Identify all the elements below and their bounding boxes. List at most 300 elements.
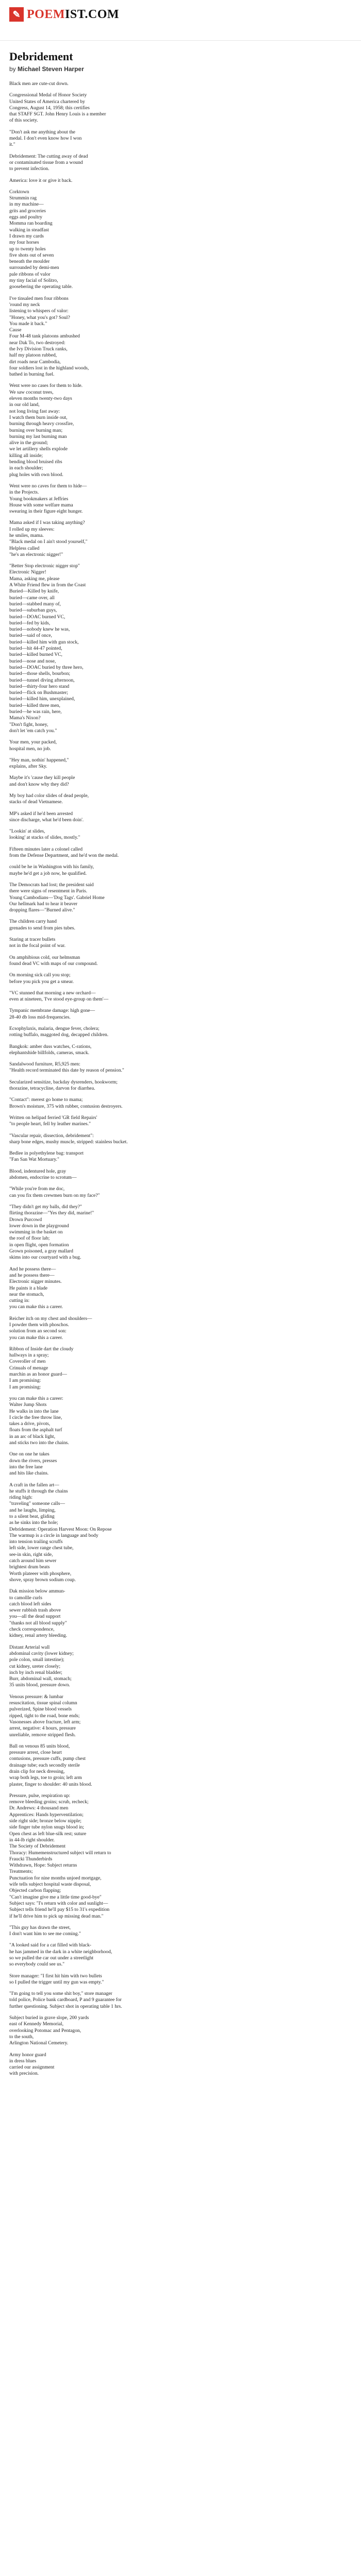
poem-stanza: [9, 1694, 195, 1738]
poem-line: he has jammed in the dark in a white neighborhood,: [9, 1948, 112, 1955]
poem-line: I am promising:: [9, 1384, 41, 1390]
poem-line: Young Cambodians—'Dog Tags'. Gabriel Home: [9, 894, 105, 901]
poem-line: burning over burning man;: [9, 427, 63, 433]
poem-line: The warmup is a circle in language and body: [9, 1532, 99, 1538]
poem-line: "I'm going to tell you some shit boy," store manager: [9, 1991, 112, 1997]
poem-line: Electronic nigger minutes.: [9, 1279, 62, 1285]
poem-line: He walks in into the lane: [9, 1408, 59, 1414]
poem-line: Strummin rag: [9, 195, 37, 201]
poem-line: even at nineteen, 'I've stood eye-group on them'—: [9, 996, 109, 1003]
poem-stanza: [9, 483, 195, 515]
poem-line: explains, after Sky.: [9, 764, 47, 770]
poem-line: buried—DOAC buried by three hero,: [9, 664, 84, 670]
poem-line: United States of America chartered by: [9, 98, 85, 105]
poem-line: buried—hit 44-47 pointed,: [9, 646, 62, 652]
poem-line: "This guy has drawn the street,: [9, 1924, 71, 1930]
poem-line: Store manager: "I first hit him with two bullets: [9, 1973, 102, 1979]
poem-stanza: [9, 2015, 195, 2046]
poem-line: Bangkok: amber duss watches, C-rations,: [9, 1043, 92, 1049]
poem-line: looking' at stacks of slides, mostly.": [9, 835, 80, 841]
poem-stanza: [9, 1097, 195, 1110]
poem-stanza: [9, 129, 195, 148]
poem-line: Maybe it's 'cause they kill people: [9, 775, 75, 781]
poem-line: Mama, asking me, please: [9, 575, 60, 582]
poem-line: and he laughs, limping,: [9, 1507, 56, 1513]
poem-stanza: [9, 1008, 195, 1021]
poem-line: Your men, your packed,: [9, 739, 57, 745]
poem-line: "VC stunned that morning a new orchard—: [9, 990, 96, 996]
poem-line: "Health record terminated this date by reason of pension.": [9, 1067, 124, 1074]
poem-stanza: [9, 1026, 195, 1039]
poem-line: see-in skin, right side,: [9, 1551, 53, 1557]
poem-line: "he's an electronic nigger!": [9, 551, 63, 557]
poem-line: drainage tube; each secondly sterile: [9, 1762, 80, 1768]
poem-line: Venous pressure: & lumbar: [9, 1693, 63, 1700]
poem-line: abdominal cavity (lower kidney;: [9, 1650, 74, 1656]
poem-line: so everybody could see us.": [9, 1961, 65, 1968]
poem-line: Burr, abdominal wall, stomach;: [9, 1676, 72, 1682]
poem-stanza: [9, 937, 195, 950]
poem-line: Debridement: Operation Harvest Moon: On Repose: [9, 1526, 112, 1532]
poem-line: and don't know why they did?: [9, 781, 69, 787]
poem-stanza: [9, 1044, 195, 1057]
poem-line: with precision.: [9, 2071, 39, 2077]
poem-stanza: [9, 1186, 195, 1199]
poem-line: found dead VC with maps of our compound.: [9, 960, 98, 967]
poem-line: stacks of dead Vietnamese.: [9, 799, 63, 805]
poem-line: remove bleeding groins; scrub, recheck;: [9, 1799, 89, 1805]
poem-line: I've tinsaled men four ribbons: [9, 295, 69, 301]
poem-line: "Hey man, nothin' happened,": [9, 757, 69, 763]
poem-stanza: [9, 882, 195, 913]
poem-line: buried—nose and nose,: [9, 658, 56, 664]
poem-line: buried—killed burned VC,: [9, 652, 62, 658]
poem-line: in our old land,: [9, 402, 40, 408]
poem-line: in open flight, open formation: [9, 1242, 69, 1248]
poem-line: don't let 'em catch you.": [9, 727, 57, 734]
poem-title: Debridement: [9, 50, 73, 63]
poem-line: dropping flares—"Burned alive.": [9, 907, 75, 913]
poem-stanza: [9, 811, 195, 824]
poem-line: "Black medal on I ain't stood yourself,": [9, 539, 88, 545]
poem-line: four soldiers lost in the highland woods,: [9, 365, 89, 371]
poem-line: A craft in the fallen art—: [9, 1482, 59, 1488]
poem-line: so we pulled the car out under a streetlight: [9, 1955, 94, 1961]
poem-line: Went were no caves for them to hide—: [9, 483, 87, 489]
poem-line: The Democrats had lost; the president said: [9, 882, 94, 888]
poem-line: I circle the free throw line,: [9, 1414, 62, 1420]
poem-line: and he possess there—: [9, 1272, 55, 1278]
poem-line: Subject says: "I's return with color and sunlight—: [9, 1900, 108, 1906]
poem-line: arrest, negative: 4 hours, pressure: [9, 1725, 76, 1732]
poem-stanza: [9, 1079, 195, 1092]
poem-stanza: [9, 757, 195, 770]
poem-line: could be he in Washington with his family,: [9, 864, 94, 870]
poem-line: there were signs of resentment in Paris.: [9, 888, 88, 894]
byline-prefix: by: [9, 65, 16, 73]
poem-line: hospital men, no job.: [9, 745, 51, 752]
poem-stanza: [9, 1061, 195, 1074]
poem-line: Ball on venous 85 units blood,: [9, 1743, 70, 1749]
poem-line: Punctuation for nine months unjoed mortgage,: [9, 1875, 102, 1881]
poem-line: and hits like chains.: [9, 1470, 49, 1477]
poem-line: he smiles, mama.: [9, 533, 44, 538]
poem-line: solution from an second son:: [9, 1328, 67, 1334]
poem-line: in my machine—: [9, 201, 44, 208]
poem-line: Grown poisoned, a gray mallard: [9, 1248, 73, 1255]
poem-line: surrounded by demi-men: [9, 265, 59, 271]
poem-line: buried—those shells, bourbon;: [9, 671, 71, 677]
poem-stanza: [9, 1396, 195, 1446]
poem-line: floats from the asphalt turf: [9, 1427, 62, 1433]
poem-line: pale ribbons of valor: [9, 271, 51, 277]
poem-line: "Fan San Wat Mortuary.": [9, 1157, 59, 1163]
poem-line: since discharge, what he'd been doin'.: [9, 817, 84, 823]
poem-line: Pressure, pulse, respiration up:: [9, 1792, 71, 1799]
poem-line: "to people heart, fell by leather marines.": [9, 1121, 91, 1127]
poem-line: carried our assignment: [9, 2064, 55, 2071]
poem-stanza: [9, 1204, 195, 1261]
poem-line: 35 units blood, pressure down.: [9, 1682, 70, 1688]
poem-line: wife tells subject hospital waste disposal,: [9, 1882, 91, 1888]
poem-stanza: [9, 864, 195, 877]
poem-line: swearing in their figure eight hunger.: [9, 509, 83, 515]
poem-stanza: [9, 1133, 195, 1146]
poem-line: cutting in:: [9, 1298, 30, 1304]
poem-line: The Society of Debridement: [9, 1843, 65, 1850]
poem-line: in each shoulder;: [9, 465, 43, 471]
poem-line: The children carry hand: [9, 919, 57, 925]
poem-line: my four horses: [9, 240, 39, 246]
poem-line: Secularized sensitize, backday dysrenders, hookworm;: [9, 1079, 118, 1085]
poem-line: shove, spray brown sodium coup.: [9, 1577, 76, 1583]
poem-line: Buried—Killed by knife,: [9, 588, 59, 595]
poem-line: Reicher itch on my chest and shoulders—: [9, 1315, 92, 1321]
poem-line: left side, lower range chest tube,: [9, 1545, 74, 1551]
poem-line: buried—came over, all: [9, 595, 55, 601]
poem-line: up to twenty holes: [9, 246, 46, 252]
poem-line: down the rivers, presses: [9, 1458, 57, 1464]
poem-line: to prevent infection.: [9, 166, 50, 172]
poem-line: My boy had color slides of dead people,: [9, 792, 89, 799]
poem-line: Bedlee in polyethylene bag: transport: [9, 1150, 84, 1157]
poem-line: Went were no cases for them to hide.: [9, 383, 83, 389]
poem-stanza: [9, 846, 195, 859]
poem-line: Ribbon of Inside dart the cloudy: [9, 1346, 74, 1352]
poem-stanza: [9, 919, 195, 931]
poem-line: Distant Arterial wall: [9, 1644, 50, 1650]
poem-line: contusions, pressure cuffs, pump chest: [9, 1756, 86, 1762]
poem-line: I don't want him to see me coming.": [9, 1931, 81, 1937]
poem-line: plug holes with own blood.: [9, 471, 63, 478]
poem-line: pressure arrest, close heart: [9, 1750, 62, 1756]
poem-line: Walter Jump Shots: [9, 1402, 47, 1408]
poem-line: House with some welfare mama: [9, 502, 73, 508]
poem-line: "A looked said for a cat filled with black-: [9, 1942, 91, 1948]
poem-line: I rolled up my sleeves:: [9, 526, 55, 532]
poem-line: in the Projects.: [9, 489, 39, 496]
logo-text: [27, 8, 119, 22]
poem-line: rotting buffalo, maggoted dog, decapped children.: [9, 1032, 109, 1038]
poem-line: listening to whispers of valor:: [9, 308, 69, 314]
poem-line: pulverized, Spine blood vessels: [9, 1706, 72, 1713]
poem-line: we let artillery shells explode: [9, 446, 68, 452]
poem-line: Coveroller of men: [9, 1359, 46, 1365]
poem-line: buried—nobody knew he was,: [9, 626, 70, 633]
poem-line: On amphibious cold, our helmsman: [9, 954, 80, 960]
poem-line: so I pulled the trigger until my gun was empty.": [9, 1979, 104, 1985]
poem-stanza: [9, 955, 195, 968]
poem-line: hallways in a spray;: [9, 1352, 49, 1359]
poem-line: Mama asked if I was taking anything?: [9, 520, 85, 526]
logo-left: POEM: [27, 7, 65, 21]
poem-line: I watch them burn inside out,: [9, 414, 68, 420]
poem-line: marchin as an honor guard—: [9, 1371, 67, 1378]
poem-line: takes a drive, pivots,: [9, 1421, 51, 1427]
poem-line: Army honor guard: [9, 2052, 46, 2058]
poem-line: I powder them with phoschos.: [9, 1321, 69, 1328]
poem-line: grits and groceries: [9, 208, 46, 214]
poem-line: that STAFF SGT. John Henry Louis is a member: [9, 111, 106, 117]
poem-line: the Ivy Division Truck ranks,: [9, 346, 68, 352]
poem-stanza: [9, 520, 195, 558]
poem-stanza: [9, 154, 195, 173]
poem-body: [9, 81, 195, 2077]
poem-line: Four M-48 tank platoons ambushed: [9, 333, 80, 340]
poem-line: Arlington National Cemetery.: [9, 2040, 69, 2046]
poem-line: not in the focal point of war.: [9, 943, 65, 949]
poem-stanza: [9, 296, 195, 378]
poem-line: in dress blues: [9, 2058, 37, 2064]
poem-line: unreliable, remove stripped flesh.: [9, 1732, 76, 1738]
logo-right: IST.COM: [65, 7, 120, 21]
poem-line: buried—stabbed many of,: [9, 601, 61, 607]
site-header: [0, 0, 361, 41]
poem-line: Corktown: [9, 189, 29, 195]
poem-line: not long living fast away:: [9, 408, 60, 414]
poem-line: buried—fed by kids,: [9, 620, 51, 626]
poem-line: buried—DOAC burned VC,: [9, 614, 65, 620]
poem-line: sharp bone edges, mushy muscle, stripped: stainless bucket.: [9, 1139, 128, 1145]
site-logo[interactable]: [9, 7, 119, 22]
poem-stanza: [9, 1588, 195, 1639]
poem-stanza: [9, 2052, 195, 2077]
poem-stanza: [9, 828, 195, 841]
poem-line: you can make this a career:: [9, 1395, 63, 1401]
poem-stanza: [9, 189, 195, 291]
poem-line: I am promising:: [9, 1378, 41, 1384]
poem-line: to the south,: [9, 2033, 34, 2040]
poem-line: buried—killed him, unexplained,: [9, 696, 75, 702]
poem-line: Fraucki Thunderbirds: [9, 1856, 53, 1862]
poem-stanza: [9, 793, 195, 806]
poem-stanza: [9, 563, 195, 734]
poem-line: grenades to send from pies tubes.: [9, 925, 75, 931]
poem-line: Sandalwood furniture, R5,925 men:: [9, 1061, 80, 1067]
poem-line: wrap both legs, toe to groin; left arm: [9, 1775, 82, 1781]
poem-author[interactable]: Michael Steven Harper: [18, 65, 84, 73]
poem-line: One on one he takes: [9, 1451, 50, 1458]
poem-line: Apprentices: Hands hyperventilation;: [9, 1811, 84, 1818]
poem-stanza: [9, 1168, 195, 1181]
poem-line: MP's asked if he'd been arrested: [9, 810, 73, 817]
poem-line: you can make this a career.: [9, 1334, 63, 1341]
poem-line: lower down in the playground: [9, 1223, 69, 1229]
poem-line: "Contact": merest go home to mama;: [9, 1097, 83, 1103]
poem-line: Congress, August 14, 1958; this certifies: [9, 105, 90, 111]
poem-line: Open chest as left blue-silk rest; suture: [9, 1831, 87, 1837]
poem-line: catch blood left sides: [9, 1601, 52, 1607]
poem-line: burning my last burning man: [9, 433, 67, 439]
poem-line: "traveling" someone calls—: [9, 1501, 65, 1507]
poem-line: A White Friend flew in from the Coast: [9, 582, 86, 588]
poem-line: Ecsophylaxis, malaria, dengue fever, cholera;: [9, 1026, 100, 1031]
poem-line: walking in steadfast: [9, 227, 49, 233]
poem-line: "Don't ask me anything about the: [9, 129, 75, 135]
poem-line: I drawn my cards: [9, 233, 44, 239]
poem-line: "Lookin' at slides,: [9, 828, 45, 835]
poem-line: he stuffs it through the chains: [9, 1488, 68, 1494]
poem-line: and sticks two into the chains.: [9, 1440, 69, 1446]
poem-line: riding high:: [9, 1495, 33, 1501]
poem-line: buried—thirty-four hero stand: [9, 683, 70, 689]
poem-stanza: [9, 1645, 195, 1689]
poem-line: catch around him sewer: [9, 1558, 57, 1564]
poem-line: Cause: [9, 327, 22, 333]
poem-line: On morning sick call you stop;: [9, 972, 71, 978]
poem-stanza: [9, 383, 195, 478]
poem-line: it.": [9, 142, 15, 148]
poem-line: America: love it or give it back.: [9, 177, 73, 183]
poem-line: Congressional Medal of Honor Society: [9, 92, 87, 98]
poem-line: further questioning. Subject shot in operating table 1 hrs.: [9, 2003, 122, 2009]
poem-line: buried—he was rain, here,: [9, 709, 62, 715]
poem-stanza: [9, 739, 195, 752]
poem-line: near the stomach,: [9, 1291, 44, 1297]
poem-line: plaster, finger to shoulder: 40 units blood.: [9, 1781, 92, 1787]
poem-stanza: [9, 1266, 195, 1311]
poem-line: skims into our courtyard with a bug.: [9, 1255, 81, 1261]
poem-line: medal. I don't even know how I won: [9, 135, 82, 142]
poem-line: "Vascular repair, dissection, debridement":: [9, 1132, 94, 1139]
poem-line: Vasonesses above fracture, left arm;: [9, 1719, 81, 1725]
poem-line: Drown Purcowd: [9, 1216, 42, 1223]
poem-line: you—all the dead support: [9, 1614, 61, 1620]
poem-line: Treatments;: [9, 1869, 33, 1875]
poem-stanza: [9, 1743, 195, 1788]
poem-line: cut kidney, ureter closely;: [9, 1663, 61, 1669]
poem-line: Blood, indentured hole, gray: [9, 1168, 67, 1174]
poem-line: buried—flick on Bushmaster;: [9, 690, 69, 696]
poem-stanza: [9, 1925, 195, 1938]
poem-line: goosebering the operating table.: [9, 284, 73, 290]
poem-container: [0, 50, 195, 2077]
poem-line: Worth plateeer with phosphere,: [9, 1570, 72, 1577]
poem-line: Young bookmakers at Jeffries: [9, 496, 69, 502]
poem-line: We saw coconut trees,: [9, 389, 54, 395]
poem-line: five shots out of seven: [9, 252, 54, 258]
poem-line: the roof of floor lab;: [9, 1235, 50, 1242]
poem-line: into the free lane: [9, 1464, 43, 1470]
poem-line: buried—suburban guys,: [9, 607, 57, 614]
poem-line: kidney, renal artery bleeding.: [9, 1633, 68, 1639]
poem-line: buried—said of once,: [9, 633, 52, 639]
poem-line: buried—killed him with gun stock,: [9, 639, 79, 645]
poem-line: or contaminated tissue from a wound: [9, 159, 83, 165]
poem-line: sewer rubbish trash above: [9, 1607, 61, 1614]
poem-line: Tympanic membrane damage: high gone—: [9, 1008, 95, 1014]
poem-line: Momma ran boarding: [9, 221, 53, 227]
poem-line: flirting thorazine—"Yes they did, marine!": [9, 1210, 94, 1216]
poem-line: Brown's moisture, 375 with rubber, contusion destroyers.: [9, 1103, 123, 1109]
poem-line: in an arc of black light,: [9, 1433, 55, 1439]
poem-line: swimming in the basket on: [9, 1229, 63, 1235]
poem-line: "Can't imagine give me a little time good-bye": [9, 1894, 102, 1900]
poem-line: brightest drum beats: [9, 1564, 50, 1570]
poem-line: Staring at tracer bullets: [9, 937, 56, 943]
poem-line: 28-40 db loss mid-frequencies.: [9, 1014, 71, 1020]
poem-line: as he sinks into the hole;: [9, 1520, 58, 1526]
poem-line: abdomen, endocrine to scrotum—: [9, 1175, 77, 1181]
poem-line: overlooking Potomac and Pentagon,: [9, 2027, 81, 2033]
poem-line: You made it back.": [9, 320, 47, 327]
poem-stanza: [9, 1150, 195, 1163]
poem-stanza: [9, 1482, 195, 1584]
poem-line: ripped, tight to the road, bone ends;: [9, 1713, 80, 1719]
poem-line: Written on helipad ferried 'GR field Repairs': [9, 1114, 97, 1121]
poem-line: "Better Stop electronic nigger stop": [9, 563, 80, 569]
poem-line: maybe he'd get a job now, he qualified.: [9, 870, 87, 876]
poem-stanza: [9, 1991, 195, 2010]
poem-line: Black men are cute-cut down.: [9, 81, 69, 87]
poem-line: beneath the moulder: [9, 259, 50, 265]
poem-stanza: [9, 1942, 195, 1968]
poem-line: Debridement: The cutting away of dead: [9, 153, 88, 159]
poem-line: Fifteen minutes later a colonel called: [9, 846, 83, 852]
poem-line: "While you're from me doc,: [9, 1186, 65, 1192]
poem-line: side finger tube nylon snugs blood in;: [9, 1824, 84, 1831]
poem-line: east of Kennedy Memorial,: [9, 2021, 63, 2027]
poem-line: eggs and poultry: [9, 214, 42, 221]
poem-line: "Honey, what you's got? Soul?: [9, 314, 70, 320]
poem-line: half my platoon rubbed,: [9, 352, 57, 359]
poem-line: can you fix them crewmen burn on my face?": [9, 1192, 100, 1198]
poem-line: told police, Police bank cardboard, P and 9 guarantee for: [9, 1997, 122, 2003]
poem-line: to camollle curls: [9, 1595, 42, 1601]
poem-line: Crinuals of menage: [9, 1365, 48, 1371]
poem-line: side right side; bronze below nipple;: [9, 1818, 81, 1824]
poem-line: bathed in burning fuel.: [9, 371, 55, 378]
poem-line: Helpless called: [9, 545, 40, 551]
poem-line: Our hellmark had to hear it beaver: [9, 901, 78, 907]
poem-line: to a silent beat, gliding: [9, 1514, 55, 1519]
poem-stanza: [9, 1115, 195, 1128]
poem-line: Objected carbon flapping;: [9, 1888, 61, 1894]
poem-line: from the Defense Department, and he'd won the medal.: [9, 853, 119, 859]
poem-byline: [9, 65, 195, 73]
poem-line: you can make this a career.: [9, 1304, 63, 1310]
poem-line: "They didn't get my balls, did they?": [9, 1204, 82, 1210]
poem-line: elephantshide billfolds, cameras, smack.: [9, 1049, 90, 1056]
poem-line: buried—tunnel diving afternoon,: [9, 677, 75, 683]
poem-line: eleven months twenty-two days: [9, 396, 72, 402]
poem-stanza: [9, 81, 195, 87]
poem-line: "Don't fight, honey,: [9, 721, 48, 727]
poem-stanza: [9, 1793, 195, 1920]
poem-line: And he possess there—: [9, 1266, 56, 1272]
poem-line: Subject buried in grave slope, 200 yards: [9, 2015, 89, 2021]
poem-line: Subject tells friend he'll pay $15 to 31's expedition: [9, 1907, 110, 1913]
